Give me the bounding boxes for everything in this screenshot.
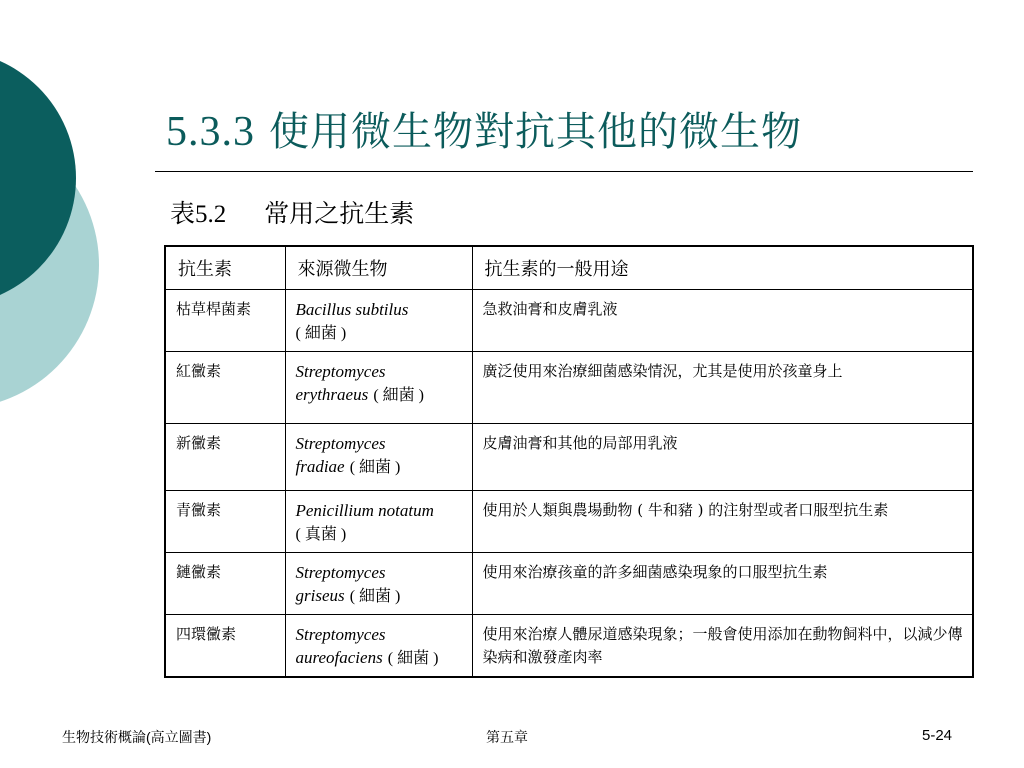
source-cell <box>285 615 472 678</box>
source-cell <box>285 553 472 615</box>
source-genus: Streptomyces <box>295 625 386 644</box>
footer-book-title: 生物技術概論(高立圖書) <box>62 729 212 745</box>
antibiotic-cell: 四環黴素 <box>165 615 285 678</box>
antibiotic-cell: 紅黴素 <box>165 352 285 424</box>
source-genus: Streptomyces <box>295 434 386 453</box>
usage-cell: 急救油膏和皮膚乳液 <box>472 290 973 352</box>
table-row <box>165 290 973 352</box>
source-species: fradiae <box>295 457 345 476</box>
source-species: aureofaciens <box>295 648 383 667</box>
antibiotics-table <box>164 245 974 678</box>
caption-prefix: 表 <box>170 199 196 228</box>
antibiotic-cell: 枯草桿菌素 <box>165 290 285 352</box>
decorative-circles <box>0 0 140 420</box>
footer-page-number: 5-24 <box>922 727 953 744</box>
header-source: 來源微生物 <box>285 246 472 290</box>
source-cell <box>285 491 472 553</box>
antibiotic-cell: 青黴素 <box>165 491 285 553</box>
source-species: Penicillium notatum <box>295 501 434 520</box>
antibiotic-cell: 鏈黴素 <box>165 553 285 615</box>
source-genus: Streptomyces <box>295 362 386 381</box>
table-row <box>165 553 973 615</box>
section-title-text: 使用微生物對抗其他的微生物 <box>269 109 802 155</box>
usage-cell: 使用來治療人體尿道感染現象；一般會使用添加在動物飼料中，以減少傳染病和激發產肉率 <box>472 615 973 678</box>
usage-cell: 使用於人類與農場動物 ( 牛和豬 ) 的注射型或者口服型抗生素 <box>472 491 973 553</box>
usage-cell: 使用來治療孩童的許多細菌感染現象的口服型抗生素 <box>472 553 973 615</box>
footer-chapter: 第五章 <box>486 729 528 745</box>
header-antibiotic: 抗生素 <box>165 246 285 290</box>
source-type: ( 真菌 ) <box>295 526 347 543</box>
usage-cell: 皮膚油膏和其他的局部用乳液 <box>472 424 973 491</box>
source-species: Bacillus subtilus <box>295 300 409 319</box>
antibiotic-cell: 新黴素 <box>165 424 285 491</box>
header-usage: 抗生素的一般用途 <box>472 246 973 290</box>
table-row <box>165 352 973 424</box>
source-cell <box>285 352 472 424</box>
source-type: ( 細菌 ) <box>387 650 439 667</box>
slide-title <box>166 100 802 157</box>
source-species: erythraeus <box>295 385 369 404</box>
usage-cell: 廣泛使用來治療細菌感染情況，尤其是使用於孩童身上 <box>472 352 973 424</box>
table-row <box>165 615 973 678</box>
source-type: ( 細菌 ) <box>349 588 401 605</box>
source-cell <box>285 424 472 491</box>
source-type: ( 細菌 ) <box>373 387 424 404</box>
source-species: griseus <box>295 586 345 605</box>
source-type: ( 細菌 ) <box>295 325 347 342</box>
caption-text: 常用之抗生素 <box>264 199 415 228</box>
source-type: ( 細菌 ) <box>349 459 401 476</box>
section-number: 5.3.3 <box>166 109 255 155</box>
source-cell <box>285 290 472 352</box>
table-row <box>165 424 973 491</box>
source-genus: Streptomyces <box>295 563 386 582</box>
table-caption <box>170 194 414 230</box>
caption-number: 5.2 <box>195 201 227 228</box>
title-divider <box>155 171 973 172</box>
table-row <box>165 491 973 553</box>
table-header-row <box>165 246 973 290</box>
